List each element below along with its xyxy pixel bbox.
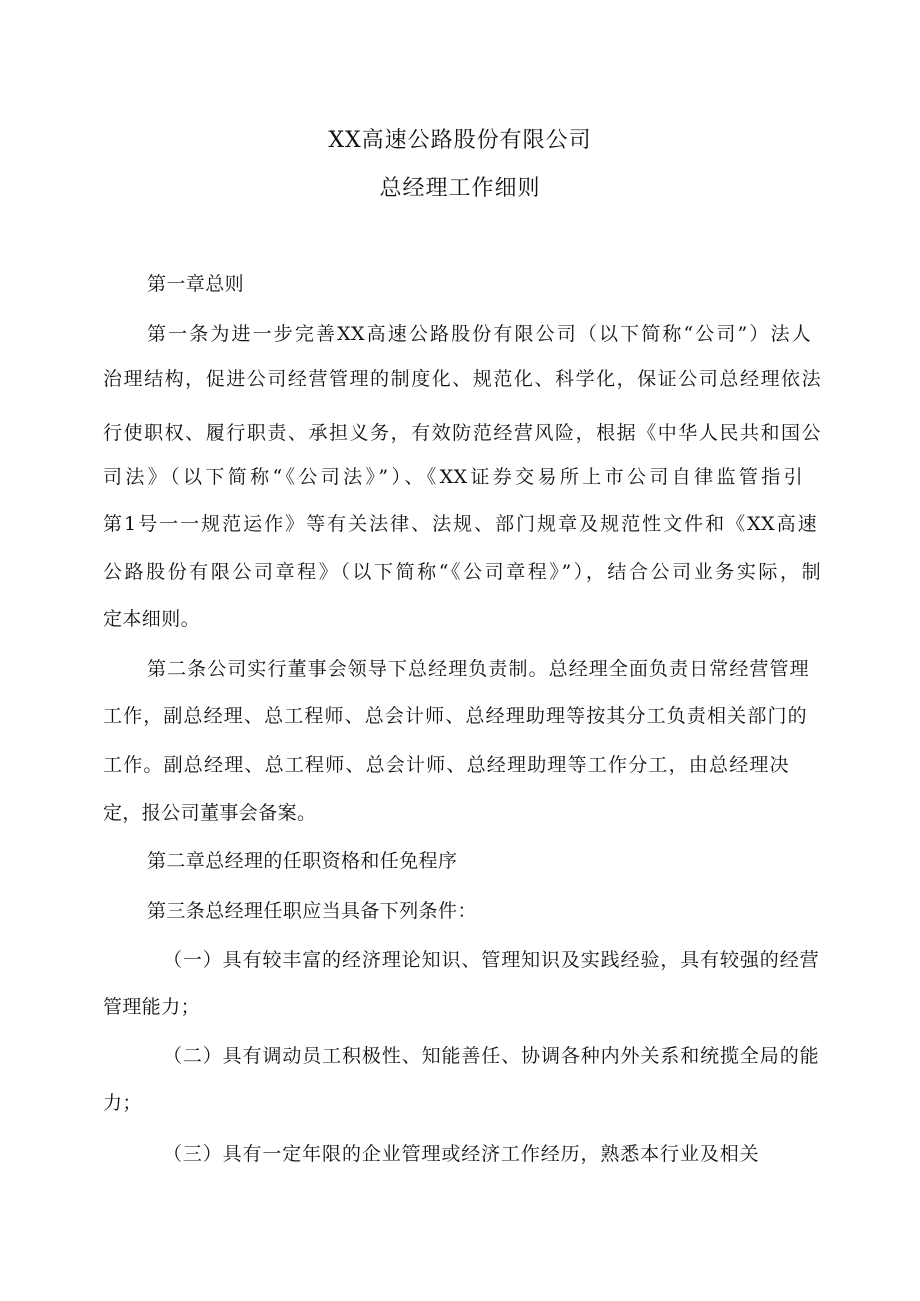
- article-1-line: 行使职权、履行职责、承担义务，有效防范经营风险，根据《中华人民共和国公: [103, 422, 821, 444]
- condition-1-line: （一）具有较丰富的经济理论知识、管理知识及实践经验，具有较强的经营: [163, 949, 819, 971]
- article-1-line: 第1号一一规范运作》等有关法律、法规、部门规章及规范性文件和《XX高速: [103, 513, 817, 535]
- document-subtitle: 总经理工作细则: [379, 176, 541, 201]
- condition-3-line: （三）具有一定年限的企业管理或经济工作经历，熟悉本行业及相关: [163, 1143, 759, 1165]
- article-2-line: 工作，副总经理、总工程师、总会计师、总经理助理等按其分工负责相关部门的: [103, 705, 807, 727]
- chapter-1-heading: 第一章总则: [147, 273, 245, 295]
- condition-2-line: 力；: [103, 1092, 142, 1114]
- article-1-line: 治理结构，促进公司经营管理的制度化、规范化、科学化，保证公司总经理依法: [103, 368, 821, 390]
- document-title: XX高速公路股份有限公司: [328, 128, 592, 153]
- article-2-line: 第二条公司实行董事会领导下总经理负责制。总经理全面负责日常经营管理: [147, 658, 809, 680]
- article-2-line: 工作。副总经理、总工程师、总会计师、总经理助理等工作分工，由总经理决: [103, 754, 789, 776]
- article-1-line: 第一条为进一步完善XX高速公路股份有限公司（以下简称“公司”）法人: [147, 323, 811, 345]
- article-2-line: 定，报公司董事会备案。: [103, 802, 317, 824]
- article-1-line: 司法》（以下简称“《公司法》”）、《XX证券交易所上市公司自律监管指引: [103, 466, 803, 488]
- condition-1-line: 管理能力；: [103, 996, 201, 1018]
- chapter-2-heading: 第二章总经理的任职资格和任免程序: [147, 850, 458, 872]
- article-1-line: 公路股份有限公司章程》（以下简称“《公司章程》”），结合公司业务实际，制: [103, 561, 821, 583]
- article-1-line: 定本细则。: [103, 608, 201, 630]
- condition-2-line: （二）具有调动员工积极性、知能善任、协调各种内外关系和统揽全局的能: [163, 1045, 819, 1067]
- article-3-line: 第三条总经理任职应当具备下列条件：: [147, 900, 477, 922]
